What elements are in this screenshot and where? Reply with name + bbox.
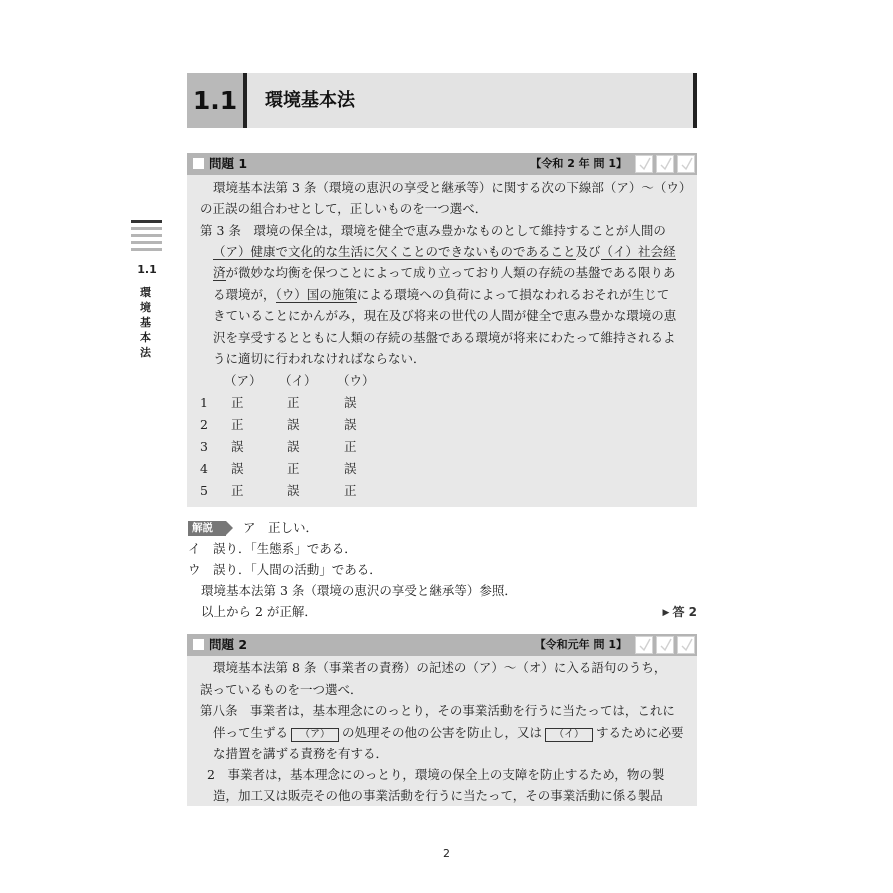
side-tab-line <box>131 234 162 237</box>
article-line <box>213 725 684 742</box>
problem2-title: 問題 2 <box>209 637 248 652</box>
problem2-intro-line: 誤っているものを一つ選べ． <box>200 682 363 697</box>
check-icon <box>638 157 652 171</box>
table-row-number: 3 <box>200 439 208 454</box>
problem1-reference: 【令和 2 年 問 1】 <box>530 157 627 170</box>
side-tab-line <box>131 248 162 251</box>
problem2-body <box>187 656 697 806</box>
article-text: 及び <box>575 244 601 259</box>
table-cell: 誤 <box>287 439 300 454</box>
article-text: するために必要 <box>596 725 684 740</box>
check-icon <box>638 638 652 652</box>
blank-i: （イ） <box>545 728 593 742</box>
side-tab-line <box>131 220 162 223</box>
table-cell: 誤 <box>231 461 244 476</box>
table-header: （ア） <box>224 373 262 388</box>
check-icon <box>659 157 673 171</box>
table-row-number: 1 <box>200 395 208 410</box>
table-cell: 正 <box>344 439 357 454</box>
table-row-number: 2 <box>200 417 208 432</box>
problem1-body <box>187 175 697 507</box>
article-line: 2 事業者は，基本理念にのっとり，環境の保全上の支障を防止するため，物の製 <box>207 767 665 782</box>
table-cell: 誤 <box>344 417 357 432</box>
check-icon <box>659 638 673 652</box>
check-box-1[interactable] <box>635 155 653 173</box>
section-header <box>187 73 697 128</box>
table-cell: 正 <box>231 395 244 410</box>
explanation-badge: 解説 <box>188 521 226 536</box>
article-line: きていることにかんがみ，現在及び将来の世代の人間が健全で恵み豊かな環境の恵 <box>213 308 677 323</box>
check-icon <box>680 157 694 171</box>
article-line: な措置を講ずる責務を有する． <box>213 746 389 761</box>
answer-label <box>663 604 697 621</box>
check-box-2[interactable] <box>656 155 674 173</box>
explanation-line: ウ 誤り．「人間の活動」である． <box>188 562 382 577</box>
article-line: 第 3 条 環境の保全は，環境を健全で恵み豊かなものとして維持することが人間の <box>200 223 666 238</box>
table-cell: 正 <box>231 417 244 432</box>
explanation-line: 環境基本法第 3 条（環境の恵沢の享受と継承等）参照． <box>201 583 517 598</box>
article-line: 沢を享受するとともに人類の存続の基盤である環境が将来にわたって維持されるよ <box>213 330 676 345</box>
article-line: うに適切に行われなければならない． <box>213 351 426 366</box>
check-box-1[interactable] <box>635 636 653 654</box>
problem2-checkbox-square <box>193 639 204 650</box>
problem2-intro-line: 環境基本法第 8 条（事業者の責務）の記述の（ア）～（オ）に入る語句のうち， <box>213 660 667 675</box>
article-text: が微妙な均衡を保つことによって成り立っており人類の存続の基盤である限りあ <box>225 265 676 280</box>
answer-text: 答 2 <box>672 605 697 619</box>
article-text: による環境への負荷によって損なわれるおそれが生じて <box>356 287 670 302</box>
problem1-intro-line: の正誤の組合わせとして，正しいものを一つ選べ． <box>200 201 488 216</box>
table-row-number: 5 <box>200 483 208 498</box>
article-line <box>213 265 676 281</box>
underline-i: （イ）社会経 <box>600 244 676 259</box>
article-line: 第八条 事業者は，基本理念にのっとり，その事業活動を行うに当たっては，これに <box>200 703 675 718</box>
problem2-header <box>187 634 697 656</box>
check-box-3[interactable] <box>677 155 695 173</box>
check-box-3[interactable] <box>677 636 695 654</box>
table-cell: 誤 <box>287 417 300 432</box>
problem1-checkbox-square <box>193 158 204 169</box>
table-row-number: 4 <box>200 461 208 476</box>
article-line: 造，加工又は販売その他の事業活動を行うに当たって，その事業活動に係る製品 <box>213 788 663 803</box>
table-cell: 正 <box>287 461 300 476</box>
underline-i-cont: 済 <box>213 265 226 280</box>
table-cell: 誤 <box>287 483 300 498</box>
section-end-bar <box>693 73 697 128</box>
section-title: 環境基本法 <box>265 90 355 111</box>
section-number: 1.1 <box>192 86 238 115</box>
table-cell: 誤 <box>344 461 357 476</box>
article-text: の処理その他の公害を防止し，又は <box>342 725 543 740</box>
page-number: 2 <box>443 847 450 860</box>
answer-marker-icon: ▶ <box>662 608 670 618</box>
problem1-header <box>187 153 697 175</box>
explanation-line: イ 誤り．「生態系」である． <box>188 541 357 556</box>
side-tab-title: 環境基本法 <box>140 286 151 359</box>
table-header: （ウ） <box>337 373 375 388</box>
explanation-line: 以上から 2 が正解． <box>201 604 317 619</box>
table-cell: 正 <box>344 483 357 498</box>
problem1-intro-line: 環境基本法第 3 条（環境の恵沢の享受と継承等）に関する次の下線部（ア）～（ウ） <box>213 180 692 195</box>
article-text: 伴って生ずる <box>213 725 289 740</box>
underline-a: （ア）健康で文化的な生活に欠くことのできないものであること <box>213 244 576 259</box>
table-cell: 正 <box>231 483 244 498</box>
article-line <box>213 287 669 303</box>
table-cell: 誤 <box>231 439 244 454</box>
table-header: （イ） <box>279 373 317 388</box>
check-box-2[interactable] <box>656 636 674 654</box>
side-tab-number: 1.1 <box>137 263 157 276</box>
article-text: る環境が， <box>213 287 276 302</box>
underline-u: （ウ）国の施策 <box>275 287 357 302</box>
problem1-title: 問題 1 <box>209 156 248 171</box>
table-cell: 正 <box>287 395 300 410</box>
table-cell: 誤 <box>344 395 357 410</box>
side-tab-line <box>131 227 162 230</box>
blank-a: （ア） <box>291 728 339 742</box>
side-tab-line <box>131 241 162 244</box>
problem2-reference: 【令和元年 問 1】 <box>534 638 627 651</box>
article-line <box>213 244 676 260</box>
check-icon <box>680 638 694 652</box>
explanation-line: ア 正しい． <box>243 520 319 535</box>
